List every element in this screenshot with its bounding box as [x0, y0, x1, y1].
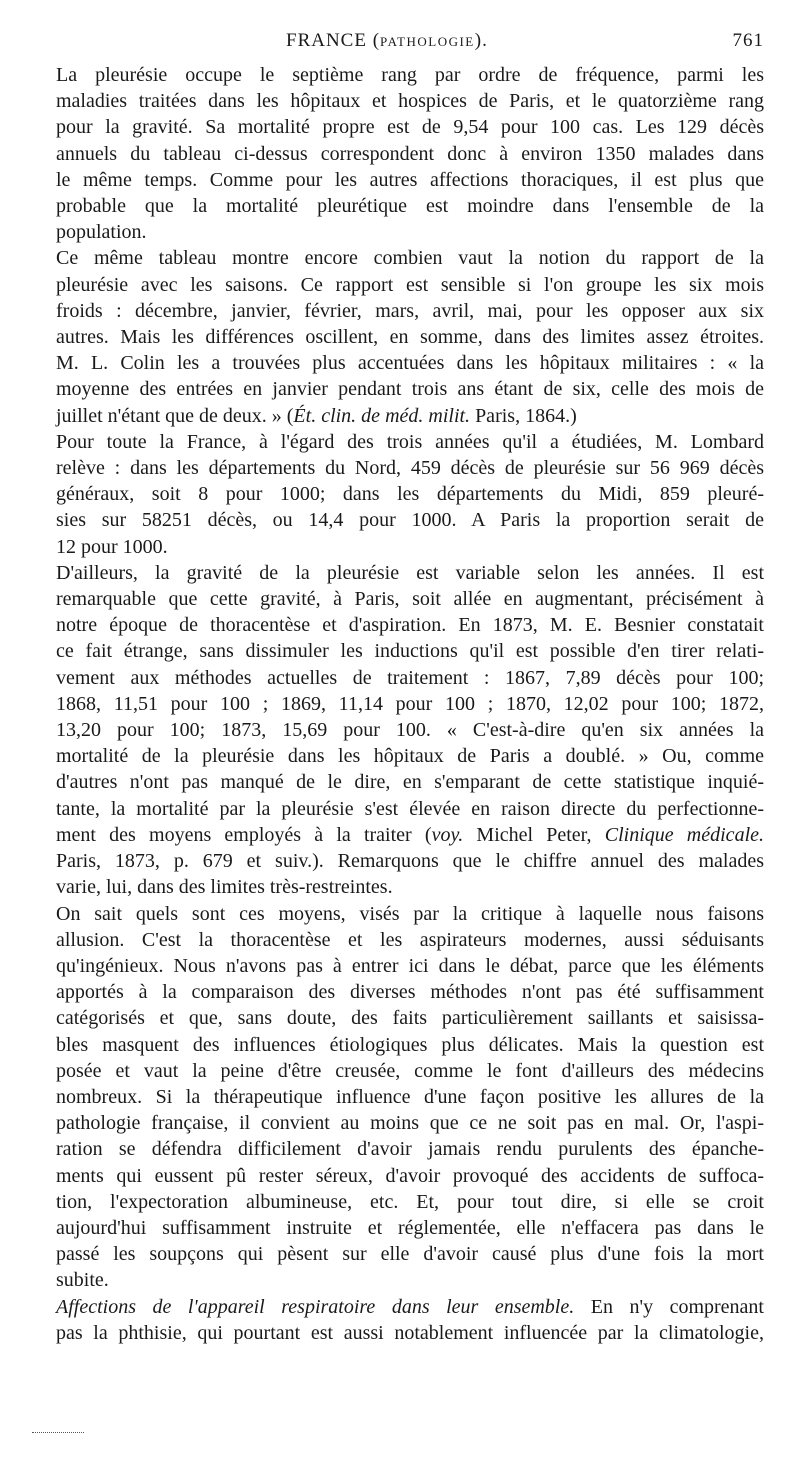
text-line: On sait quels sont ces moyens, visés par la critique à laquelle nous faisons: [56, 902, 764, 925]
text-line: subite.: [56, 1269, 109, 1292]
text-line-section-heading: [56, 1294, 764, 1320]
text-line: relève : dans les départements du Nord, 459 décès de pleurésie sur 56 969 décès: [56, 457, 764, 480]
text-line: probable que la mortalité pleurétique est moindre dans l'ensemble de la: [56, 195, 764, 218]
text-line: d'autres n'ont pas manqué de le dire, en s'emparant de cette statistique inquié-: [56, 771, 764, 794]
text-line: Pour toute la France, à l'égard des trois années qu'il a étudiées, M. Lombard: [56, 430, 764, 453]
text-line: pour la gravité. Sa mortalité propre est de 9,54 pour 100 cas. Les 129 décès: [56, 116, 764, 139]
text-line: apportés à la comparaison des diverses méthodes n'ont pas été suffisamment: [56, 981, 764, 1004]
text-line: M. L. Colin les a trouvées plus accentuées dans les hôpitaux militaires : « la: [56, 352, 764, 375]
text-line-citation: [56, 403, 764, 429]
text-line: vement aux méthodes actuelles de traitement : 1867, 7,89 décès pour 100;: [56, 666, 764, 689]
paragraph-4: [56, 560, 764, 901]
running-title-main: FRANCE (: [286, 30, 381, 51]
reference-abbrev: voy.: [431, 823, 464, 846]
running-title-end: ).: [474, 30, 488, 51]
text-line: aujourd'hui suffisamment instruite et réglementée, elle n'effacera pas dans le: [56, 1216, 764, 1239]
body-text: [56, 62, 764, 1346]
text-line: qu'ingénieux. Nous n'avons pas à entrer ici dans le débat, parce que les éléments: [56, 954, 764, 977]
reference-text: ment des moyens employés à la traiter (: [56, 823, 432, 846]
paragraph-6: [56, 1294, 764, 1346]
text-line: autres. Mais les différences oscillent, en somme, dans des limites assez étroites.: [56, 326, 764, 349]
footer-rule: [32, 1432, 84, 1433]
text-line: Paris, 1873, p. 679 et suiv.). Remarquons que le chiffre annuel des malades: [56, 850, 764, 873]
text-line: pathologie française, il convient au moins que ce ne soit pas en mal. Or, l'aspi-: [56, 1112, 764, 1135]
text-line: D'ailleurs, la gravité de la pleurésie est variable selon les années. Il est: [56, 561, 764, 584]
text-line: 1868, 11,51 pour 100 ; 1869, 11,14 pour 100 ; 1870, 12,02 pour 100; 1872,: [56, 692, 764, 715]
text-line: ration se défendra difficilement d'avoir jamais rendu purulents des épanche-: [56, 1138, 764, 1161]
paragraph-2: [56, 245, 764, 428]
text-line: allusion. C'est la thoracentèse et les aspirateurs modernes, aussi séduisants: [56, 928, 764, 951]
text-line: nombreux. Si la thérapeutique influence d'une façon positive les allures de la: [56, 1085, 764, 1108]
text-line: catégorisés et que, sans doute, des faits particulièrement saillants et saisissa-: [56, 1007, 764, 1030]
text-line: généraux, soit 8 pour 1000; dans les départements du Midi, 859 pleuré-: [56, 483, 764, 506]
citation-text: Paris, 1864.): [470, 404, 577, 427]
text-line: tion, l'expectoration albumineuse, etc. Et, pour tout dire, si elle se croit: [56, 1190, 764, 1213]
text-line: varie, lui, dans des limites très-restreintes.: [56, 876, 393, 899]
paragraph-1: [56, 62, 764, 245]
section-heading: Affections de l'appareil respiratoire dans leur ensemble.: [56, 1295, 575, 1318]
text-line: 13,20 pour 100; 1873, 15,69 pour 100. « C'est-à-dire qu'en six années la: [56, 719, 764, 742]
running-title-small-caps: PATHOLOGIE: [380, 34, 475, 49]
text-line: notre époque de thoracentèse et d'aspiration. En 1873, M. E. Besnier constatait: [56, 614, 764, 637]
text-line: Ce même tableau montre encore combien vaut la notion du rapport de la: [56, 247, 764, 270]
text-line: posée et vaut la peine d'être creusée, comme le font d'ailleurs des médecins: [56, 1059, 764, 1082]
text-line: ce fait étrange, sans dissimuler les inductions qu'il est possible d'en tirer relati-: [56, 640, 764, 663]
text-line: mortalité de la pleurésie dans les hôpitaux de Paris a doublé. » Ou, comme: [56, 745, 764, 768]
running-title: [286, 30, 488, 52]
text-line: le même temps. Comme pour les autres affections thoraciques, il est plus que: [56, 168, 764, 191]
text-line: sies sur 58251 décès, ou 14,4 pour 1000. A Paris la proportion serait de: [56, 509, 764, 532]
text-line: bles masquent des influences étiologiques plus délicates. Mais la question est: [56, 1033, 764, 1056]
text-line: tante, la mortalité par la pleurésie s'est élevée en raison directe du perfectionne-: [56, 797, 764, 820]
text-line: froids : décembre, janvier, février, mars, avril, mai, pour les opposer aux six: [56, 299, 764, 322]
text-line: moyenne des entrées en janvier pendant trois ans étant de six, celle des mois de: [56, 378, 764, 401]
text-line: annuels du tableau ci-dessus correspondent donc à environ 1350 malades dans: [56, 142, 764, 165]
page-number: 761: [732, 30, 764, 51]
text-line-reference: [56, 822, 764, 848]
text-line: remarquable que cette gravité, à Paris, soit allée en augmentant, précisément à: [56, 588, 764, 611]
section-text: En n'y comprenant: [574, 1295, 764, 1318]
citation-text: juillet n'étant que de deux. » (: [56, 404, 294, 427]
text-line: population.: [56, 221, 147, 244]
paragraph-5: [56, 901, 764, 1294]
paragraph-3: [56, 429, 764, 560]
text-line: La pleurésie occupe le septième rang par ordre de fréquence, parmi les: [56, 64, 764, 86]
text-line: 12 pour 1000.: [56, 535, 168, 558]
text-line: ments qui eussent pû rester séreux, d'avoir provoqué des accidents de suffoca-: [56, 1164, 764, 1187]
text-line: maladies traitées dans les hôpitaux et hospices de Paris, et le quatorzième rang: [56, 90, 764, 113]
text-line: pas la phthisie, qui pourtant est aussi notablement influencée par la climatologie,: [56, 1321, 764, 1344]
reference-author: Michel Peter,: [463, 823, 605, 846]
text-line: pleurésie avec les saisons. Ce rapport est sensible si l'on groupe les six mois: [56, 273, 764, 296]
reference-title: Clinique médicale.: [604, 823, 764, 846]
text-line: passé les soupçons qui pèsent sur elle d'avoir causé plus d'une fois la mort: [56, 1243, 764, 1266]
running-head: [56, 30, 764, 56]
citation-title: Ét. clin. de méd. milit.: [293, 404, 471, 427]
